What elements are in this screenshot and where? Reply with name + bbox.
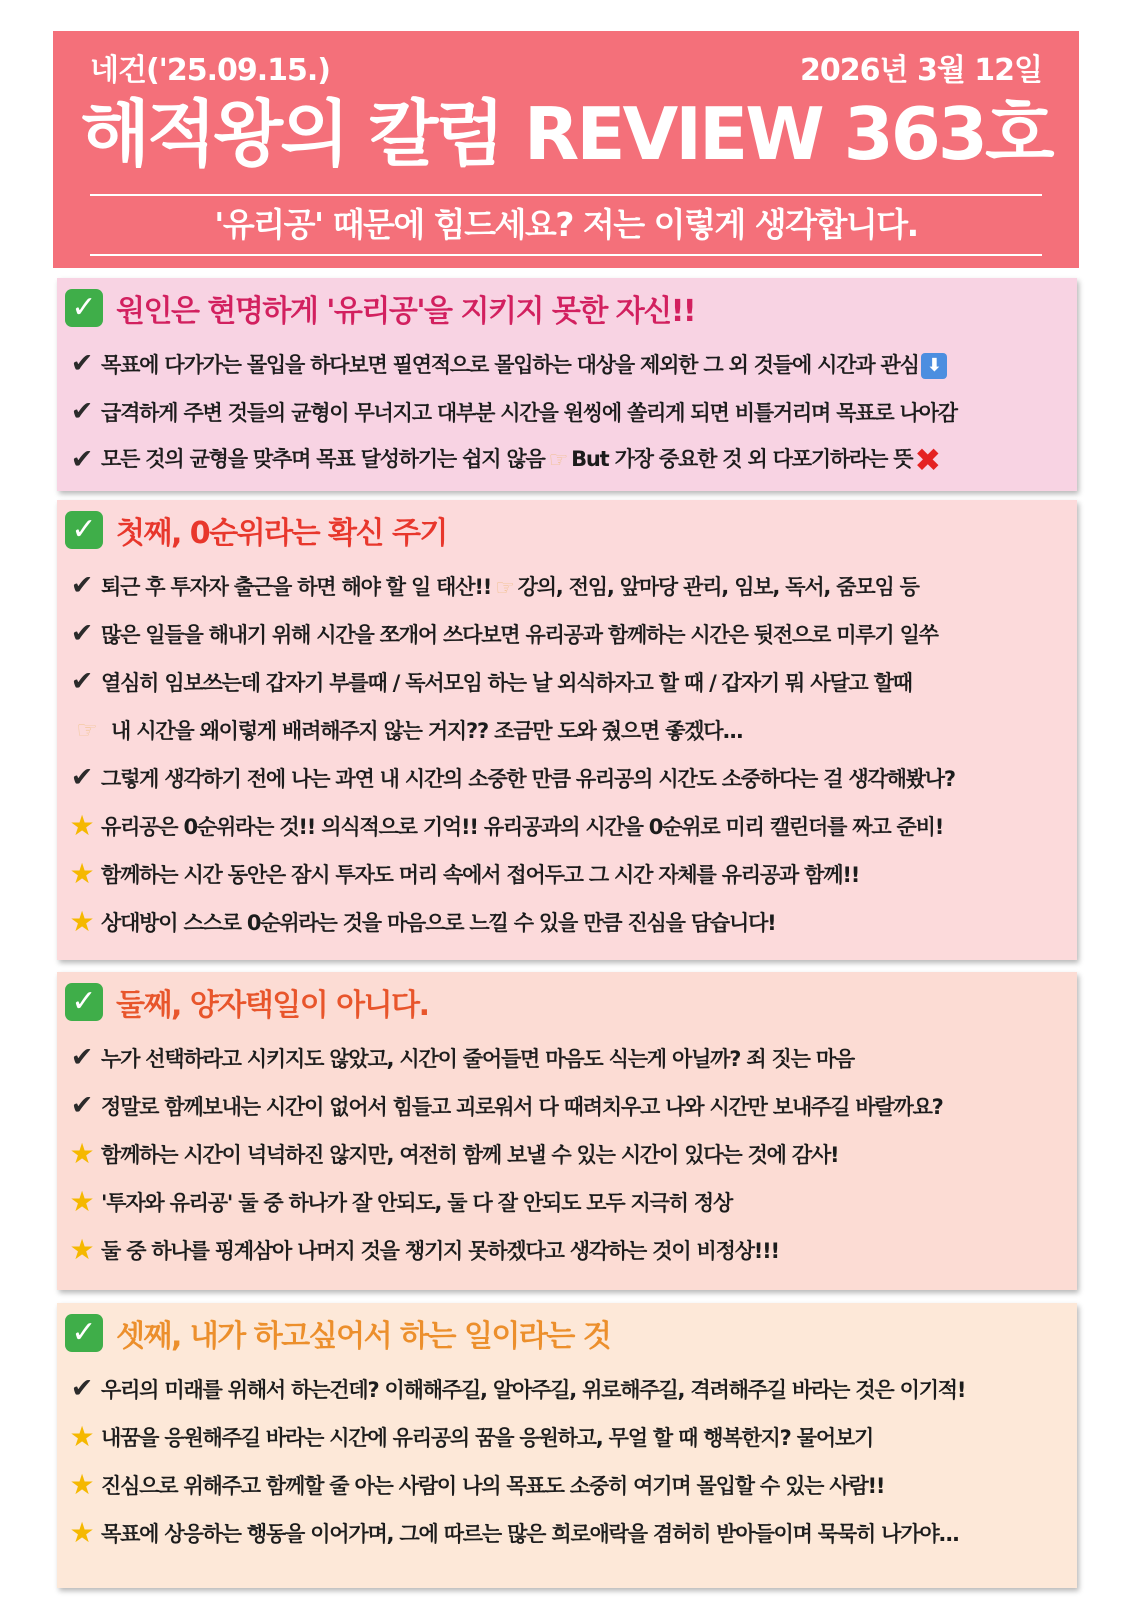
section-heading <box>65 508 447 552</box>
check-mark-icon: ✔ <box>70 348 94 379</box>
item-text-main: 급격하게 주변 것들의 균형이 무너지고 대부분 시간을 원씽에 쏠리게 되면 비틀거리며 목표로 나아감 <box>101 401 957 425</box>
item-text-main: 모든 것의 균형을 맞추며 목표 달성하기는 쉽지 않음 <box>101 447 545 471</box>
issue-date-ref: 네건('25.09.15.) <box>90 53 330 88</box>
item-text <box>101 667 912 697</box>
item-text <box>101 441 940 479</box>
section-item-list <box>65 340 1071 484</box>
header-divider-bottom <box>90 254 1042 256</box>
pointing-hand-icon: ☞ <box>495 575 514 601</box>
list-item <box>65 1178 1071 1226</box>
section-title: 원인은 현명하게 '유리공'을 지키지 못한 자신!! <box>116 294 696 329</box>
item-text <box>101 397 957 427</box>
item-text <box>111 715 743 745</box>
star-icon: ★ <box>69 1516 95 1549</box>
green-check-box-icon: ✓ <box>65 511 103 549</box>
item-text <box>101 571 919 601</box>
section-first <box>57 500 1077 960</box>
green-check-box-icon: ✓ <box>65 289 103 327</box>
item-text-main: 유리공은 0순위라는 것!! 의식적으로 기억!! 유리공과의 시간을 0순위로 미리 캘린더를 짜고 준비! <box>101 815 944 839</box>
item-text <box>101 349 947 379</box>
star-icon: ★ <box>69 1185 95 1218</box>
list-item <box>65 1461 1071 1509</box>
publish-date: 2026년 3월 12일 <box>800 53 1042 88</box>
item-text-main: '투자와 유리공' 둘 중 하나가 잘 안되도, 둘 다 잘 안되도 모두 지극히 정상 <box>101 1191 733 1215</box>
list-item <box>65 802 1071 850</box>
page-subtitle: '유리공' 때문에 힘드세요? 저는 이렇게 생각합니다. <box>214 205 918 244</box>
item-text-main: 누가 선택하라고 시키지도 않았고, 시간이 줄어들면 마음도 식는게 아닐까? 죄 짓는 마음 <box>101 1047 854 1071</box>
item-text-main: 정말로 함께보내는 시간이 없어서 힘들고 괴로워서 다 때려치우고 나와 시간만 보내주길 바랄까요? <box>101 1095 943 1119</box>
item-text-main: 열심히 임보쓰는데 갑자기 부를때 / 독서모임 하는 날 외식하자고 할 때 / 갑자기 뭐 사달고 할때 <box>101 671 912 695</box>
list-item <box>65 436 1071 484</box>
list-item <box>65 1509 1071 1557</box>
item-text-main: 상대방이 스스로 0순위라는 것을 마음으로 느낄 수 있을 만큼 진심을 담습니다! <box>101 911 776 935</box>
item-text-main: 함께하는 시간 동안은 잠시 투자도 머리 속에서 접어두고 그 시간 자체를 유리공과 함께!! <box>101 863 860 887</box>
section-heading <box>65 1311 610 1355</box>
header-banner <box>53 31 1079 268</box>
item-text <box>101 811 943 841</box>
item-text <box>101 1043 854 1073</box>
item-text-main: 퇴근 후 투자자 출근을 하면 해야 할 일 태산!! <box>101 575 492 599</box>
item-text <box>101 1422 873 1452</box>
star-icon: ★ <box>69 1233 95 1266</box>
item-text-main: 우리의 미래를 위해서 하는건데? 이해해주길, 알아주길, 위로해주길, 격려해주길 바라는 것은 이기적! <box>101 1378 966 1402</box>
star-icon: ★ <box>69 1420 95 1453</box>
section-cause <box>57 278 1077 491</box>
check-mark-icon: ✔ <box>70 1373 94 1404</box>
page-title: 해적왕의 칼럼 REVIEW 363호 <box>80 92 1052 176</box>
check-mark-icon: ✔ <box>70 570 94 601</box>
star-icon: ★ <box>69 905 95 938</box>
item-text <box>101 1374 965 1404</box>
list-item <box>65 610 1071 658</box>
check-mark-icon: ✔ <box>70 666 94 697</box>
item-text-main: 많은 일들을 해내기 위해 시간을 쪼개어 쓰다보면 유리공과 함께하는 시간은 뒷전으로 미루기 일쑤 <box>101 623 938 647</box>
list-item <box>65 754 1071 802</box>
list-item <box>65 1082 1071 1130</box>
item-text <box>101 1187 732 1217</box>
list-item <box>65 1226 1071 1274</box>
item-text-main: 진심으로 위해주고 함께할 줄 아는 사람이 나의 목표도 소중히 여기며 몰입할 수 있는 사람!! <box>101 1474 885 1498</box>
list-item <box>65 1130 1071 1178</box>
item-text-main: 둘 중 하나를 핑계삼아 나머지 것을 챙기지 못하겠다고 생각하는 것이 비정상!!! <box>101 1239 779 1263</box>
list-item <box>65 388 1071 436</box>
item-text <box>101 763 955 793</box>
check-mark-icon: ✔ <box>70 444 94 475</box>
item-text <box>101 1091 943 1121</box>
star-icon: ★ <box>69 809 95 842</box>
star-icon: ★ <box>69 1137 95 1170</box>
list-item <box>65 850 1071 898</box>
section-title: 첫째, 0순위라는 확신 주기 <box>116 516 447 551</box>
list-item <box>65 1413 1071 1461</box>
section-item-list <box>65 1034 1071 1274</box>
item-text-main: 그렇게 생각하기 전에 나는 과연 내 시간의 소중한 만큼 유리공의 시간도 소중하다는 걸 생각해봤나? <box>101 767 955 791</box>
list-item <box>65 340 1071 388</box>
green-check-box-icon: ✓ <box>65 1314 103 1352</box>
header-divider-top <box>90 194 1042 196</box>
pointing-hand-icon: ☞ <box>76 716 98 744</box>
check-mark-icon: ✔ <box>70 1090 94 1121</box>
item-text <box>101 907 776 937</box>
list-item <box>65 706 1071 754</box>
list-item <box>65 658 1071 706</box>
section-second <box>57 972 1077 1290</box>
item-text-main: 내꿈을 응원해주길 바라는 시간에 유리공의 꿈을 응원하고, 무얼 할 때 행복한지? 물어보기 <box>101 1426 874 1450</box>
item-text <box>101 1518 959 1548</box>
item-text-main: 내 시간을 왜이렇게 배려해주지 않는 거지?? 조금만 도와 줬으면 좋겠다... <box>111 719 743 743</box>
red-x-icon: ✖ <box>914 441 941 479</box>
check-mark-icon: ✔ <box>70 762 94 793</box>
section-item-list <box>65 1365 1071 1557</box>
section-item-list <box>65 562 1071 946</box>
item-text <box>101 1235 779 1265</box>
list-item <box>65 562 1071 610</box>
check-mark-icon: ✔ <box>70 618 94 649</box>
section-title: 둘째, 양자택일이 아니다. <box>116 988 429 1023</box>
pointing-hand-icon: ☞ <box>548 447 568 473</box>
item-text-main: 함께하는 시간이 넉넉하진 않지만, 여전히 함께 보낼 수 있는 시간이 있다는 것에 감사! <box>101 1143 839 1167</box>
item-text-main: 목표에 다가가는 몰입을 하다보면 필연적으로 몰입하는 대상을 제외한 그 외 것들에 시간과 관심 <box>101 353 919 377</box>
list-item <box>65 1034 1071 1082</box>
section-heading <box>65 286 695 330</box>
check-mark-icon: ✔ <box>70 1042 94 1073</box>
down-arrow-icon: ⬇ <box>921 353 947 379</box>
section-third <box>57 1303 1077 1588</box>
green-check-box-icon: ✓ <box>65 983 103 1021</box>
item-text <box>101 859 859 889</box>
list-item <box>65 1365 1071 1413</box>
star-icon: ★ <box>69 857 95 890</box>
check-mark-icon: ✔ <box>70 396 94 427</box>
item-text-extra: 강의, 전임, 앞마당 관리, 임보, 독서, 줌모임 등 <box>517 575 919 599</box>
item-text <box>101 1470 884 1500</box>
section-title: 셋째, 내가 하고싶어서 하는 일이라는 것 <box>116 1319 611 1354</box>
item-text-main: 목표에 상응하는 행동을 이어가며, 그에 따르는 많은 희로애락을 겸허히 받아들이며 묵묵히 나가야... <box>101 1522 959 1546</box>
section-heading <box>65 980 428 1024</box>
list-item <box>65 898 1071 946</box>
item-text <box>101 619 938 649</box>
item-text-extra: But 가장 중요한 것 외 다포기하라는 뜻 <box>571 447 913 471</box>
item-text <box>101 1139 838 1169</box>
star-icon: ★ <box>69 1468 95 1501</box>
